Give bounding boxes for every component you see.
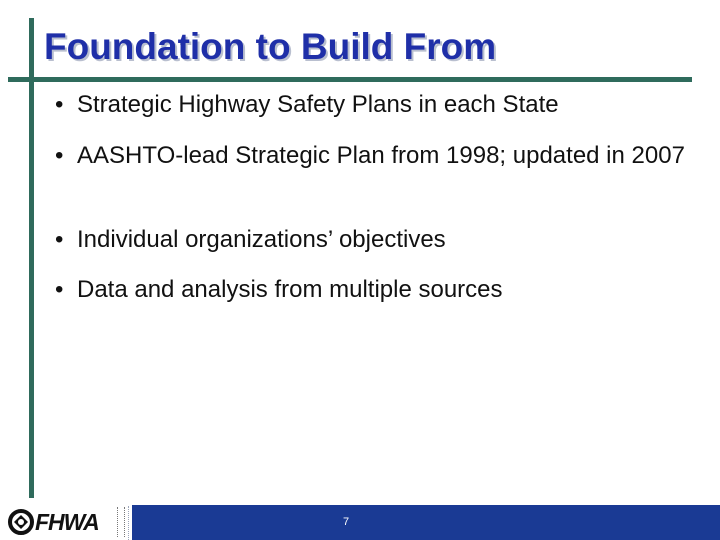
bullet-marker: • xyxy=(55,226,64,253)
bullet-text: Individual organizations’ objectives xyxy=(77,226,446,253)
bullet-item xyxy=(55,275,503,304)
footer-dotted-divider xyxy=(128,506,131,540)
bullet-text: AASHTO-lead Strategic Plan from 1998; updated in 2007 xyxy=(77,142,685,169)
footer-divider xyxy=(117,507,125,537)
bullet-text: Data and analysis from multiple sources xyxy=(77,276,503,303)
bullet-item xyxy=(55,90,559,119)
horizontal-rule xyxy=(8,77,692,82)
vertical-rule xyxy=(29,18,34,498)
logo-text: FHWA xyxy=(35,508,99,535)
fhwa-emblem-icon xyxy=(8,509,34,535)
footer-band xyxy=(132,505,720,540)
fhwa-logo xyxy=(8,505,99,539)
bullet-marker: • xyxy=(55,276,64,303)
bullet-marker: • xyxy=(55,142,64,169)
bullet-item xyxy=(55,141,685,170)
bullet-item xyxy=(55,225,446,254)
slide-title: Foundation to Build From xyxy=(44,26,497,67)
bullet-marker: • xyxy=(55,91,64,118)
bullet-text: Strategic Highway Safety Plans in each State xyxy=(77,91,559,118)
page-number: 7 xyxy=(342,516,350,528)
